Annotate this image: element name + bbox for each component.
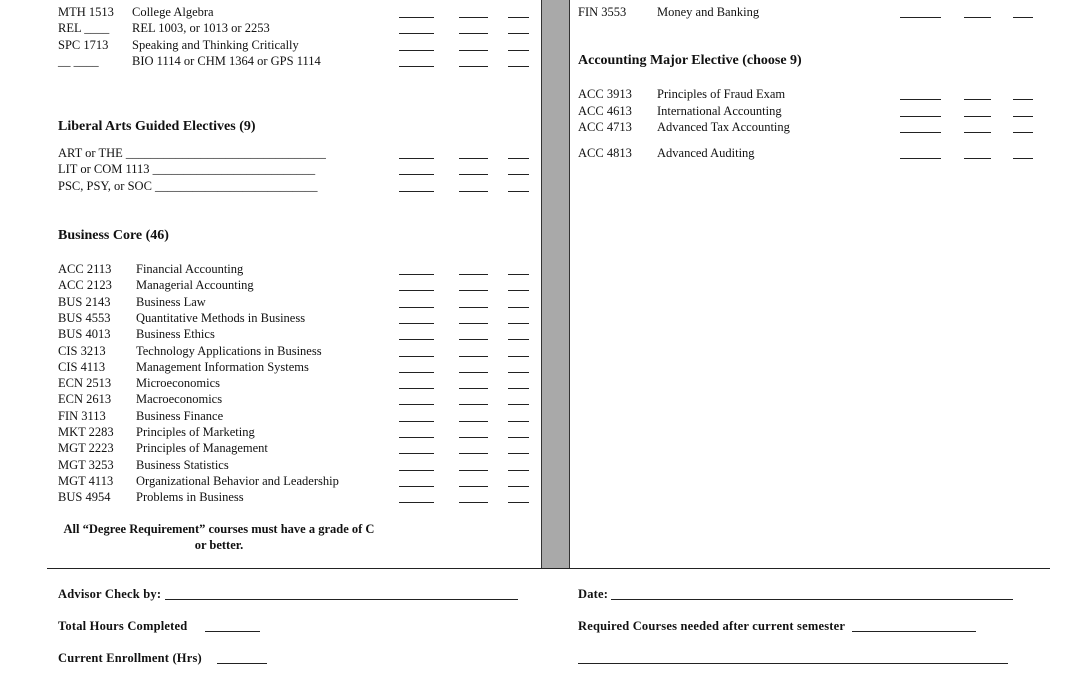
footer-separator: [47, 568, 1050, 569]
grade-blank-line[interactable]: [508, 66, 529, 67]
grade-blank-line[interactable]: [459, 388, 488, 389]
course-row: [578, 4, 759, 20]
course-code: ACC 4613: [578, 103, 632, 118]
course-code: ECN 2613: [58, 392, 112, 407]
grade-blank-line[interactable]: [399, 274, 434, 275]
course-row: [58, 359, 309, 375]
grade-blank-line[interactable]: [459, 486, 488, 487]
elective-fill-line[interactable]: ________________________________: [125, 146, 326, 160]
grade-blank-line[interactable]: [399, 17, 434, 18]
elective-option: LIT or COM 1113: [58, 162, 153, 177]
grade-blank-line[interactable]: [459, 307, 488, 308]
grade-blank-line[interactable]: [508, 50, 529, 51]
elective-row[interactable]: [58, 145, 326, 161]
grade-blank-line[interactable]: [964, 17, 991, 18]
business-core-heading: Business Core (46): [58, 228, 169, 243]
grade-blank-line[interactable]: [459, 453, 488, 454]
grade-blank-line[interactable]: [964, 116, 991, 117]
grade-blank-line[interactable]: [459, 290, 488, 291]
grade-blank-line[interactable]: [399, 453, 434, 454]
course-row: [58, 20, 270, 36]
grade-blank-line[interactable]: [459, 174, 488, 175]
course-title: Business Finance: [136, 408, 224, 423]
course-row: [58, 489, 244, 505]
grade-blank-line[interactable]: [459, 421, 488, 422]
elective-option: ART or THE: [58, 146, 126, 160]
grade-blank-line[interactable]: [508, 372, 529, 373]
grade-blank-line[interactable]: [459, 33, 488, 34]
grade-blank-line[interactable]: [459, 158, 488, 159]
course-code: ECN 2513: [58, 376, 112, 391]
grade-blank-line[interactable]: [459, 404, 488, 405]
course-title: Quantitative Methods in Business: [136, 310, 306, 325]
grade-blank-line[interactable]: [399, 372, 434, 373]
course-row: [58, 4, 214, 20]
course-row: [58, 408, 223, 424]
course-row: [578, 119, 790, 135]
total-hours-field[interactable]: [58, 619, 260, 634]
grade-requirement-note: All “Degree Requirement” courses must have a grade of C or better.: [63, 522, 375, 552]
course-code: ACC 2113: [58, 262, 112, 276]
total-hours-label: Total Hours Completed: [58, 619, 188, 633]
grade-blank-line[interactable]: [459, 356, 488, 357]
course-title: International Accounting: [657, 103, 782, 118]
course-row: [578, 86, 785, 102]
course-code: REL ____: [58, 21, 110, 36]
course-title: Technology Applications in Business: [136, 343, 322, 358]
grade-blank-line[interactable]: [399, 50, 434, 51]
grade-blank-line[interactable]: [1013, 132, 1033, 133]
grade-blank-line[interactable]: [399, 486, 434, 487]
grade-blank-line[interactable]: [508, 158, 529, 159]
course-code: BUS 2143: [58, 294, 111, 309]
grade-blank-line[interactable]: [508, 502, 529, 503]
course-title: Speaking and Thinking Critically: [132, 37, 299, 52]
grade-blank-line[interactable]: [399, 356, 434, 357]
elective-fill-line[interactable]: __________________________: [152, 162, 316, 177]
grade-blank-line[interactable]: [399, 158, 434, 159]
grade-blank-line[interactable]: [459, 323, 488, 324]
date-line[interactable]: [611, 590, 1013, 600]
course-title: Money and Banking: [657, 5, 760, 19]
grade-blank-line[interactable]: [508, 388, 529, 389]
course-title: Principles of Marketing: [136, 425, 255, 439]
grade-blank-line[interactable]: [508, 274, 529, 275]
course-code: SPC 1713: [58, 37, 109, 52]
grade-blank-line[interactable]: [399, 191, 434, 192]
grade-blank-line[interactable]: [508, 339, 529, 340]
course-code: MGT 2223: [58, 441, 114, 456]
grade-blank-line[interactable]: [399, 421, 434, 422]
course-title: Principles of Management: [136, 441, 268, 456]
grade-blank-line[interactable]: [508, 17, 529, 18]
elective-fill-line[interactable]: __________________________: [155, 178, 318, 193]
course-title: Business Ethics: [136, 327, 215, 342]
accounting-elective-heading: Accounting Major Elective (choose 9): [578, 53, 802, 68]
grade-blank-line[interactable]: [399, 437, 434, 438]
grade-blank-line[interactable]: [508, 453, 529, 454]
course-row: [58, 53, 321, 69]
grade-blank-line[interactable]: [508, 404, 529, 405]
column-divider: [542, 0, 569, 568]
course-code: MGT 3253: [58, 457, 114, 472]
grade-blank-line[interactable]: [1013, 158, 1033, 159]
elective-row[interactable]: [58, 178, 318, 194]
course-title: REL 1003, or 1013 or 2253: [132, 21, 270, 36]
course-title: Microeconomics: [136, 376, 221, 391]
course-title: BIO 1114 or CHM 1364 or GPS 1114: [132, 53, 321, 68]
date-label: Date:: [578, 587, 609, 601]
advisor-check-field[interactable]: [58, 587, 518, 602]
grade-blank-line[interactable]: [900, 132, 941, 133]
current-enrollment-field[interactable]: [58, 651, 267, 666]
grade-blank-line[interactable]: [459, 50, 488, 51]
course-code: FIN 3113: [58, 408, 106, 423]
grade-blank-line[interactable]: [459, 372, 488, 373]
course-row: [58, 457, 229, 473]
course-row: [58, 294, 206, 310]
course-code: ACC 4713: [578, 120, 632, 134]
elective-row[interactable]: [58, 161, 315, 177]
grade-blank-line[interactable]: [1013, 17, 1033, 18]
grade-blank-line[interactable]: [459, 502, 488, 503]
course-row: [58, 424, 255, 440]
grade-blank-line[interactable]: [508, 323, 529, 324]
grade-blank-line[interactable]: [399, 388, 434, 389]
course-code: MGT 4113: [58, 473, 114, 488]
grade-blank-line[interactable]: [399, 66, 434, 67]
course-title: Financial Accounting: [136, 262, 244, 276]
grade-blank-line[interactable]: [508, 174, 529, 175]
grade-blank-line[interactable]: [459, 274, 488, 275]
course-code: MKT 2283: [58, 425, 114, 439]
current-enrollment-line[interactable]: [217, 654, 267, 664]
course-code: BUS 4954: [58, 490, 111, 505]
course-row: [58, 440, 268, 456]
grade-blank-line[interactable]: [399, 307, 434, 308]
advisor-check-label: Advisor Check by:: [58, 587, 162, 601]
course-title: College Algebra: [132, 5, 214, 19]
date-field[interactable]: [578, 587, 1013, 602]
grade-blank-line[interactable]: [900, 17, 941, 18]
course-title: Principles of Fraud Exam: [657, 87, 786, 101]
required-courses-label: Required Courses needed after current semester: [578, 619, 845, 633]
course-code: ACC 2123: [58, 278, 112, 293]
course-code: BUS 4553: [58, 310, 111, 325]
grade-blank-line[interactable]: [508, 421, 529, 422]
grade-blank-line[interactable]: [508, 486, 529, 487]
course-title: Advanced Tax Accounting: [657, 120, 790, 134]
course-title: Business Statistics: [136, 457, 229, 472]
grade-blank-line[interactable]: [459, 470, 488, 471]
advisor-check-line[interactable]: [165, 590, 518, 600]
grade-blank-line[interactable]: [459, 17, 488, 18]
course-row: [58, 473, 339, 489]
course-title: Problems in Business: [136, 490, 244, 505]
course-code: ACC 3913: [578, 87, 632, 101]
grade-blank-line[interactable]: [508, 307, 529, 308]
course-code: CIS 4113: [58, 359, 106, 374]
current-enrollment-label: Current Enrollment (Hrs): [58, 651, 202, 665]
grade-blank-line[interactable]: [459, 191, 488, 192]
required-courses-field[interactable]: [578, 619, 976, 634]
grade-blank-line[interactable]: [459, 437, 488, 438]
course-row: [58, 37, 299, 53]
grade-blank-line[interactable]: [900, 158, 941, 159]
grade-blank-line[interactable]: [399, 404, 434, 405]
grade-blank-line[interactable]: [399, 290, 434, 291]
grade-blank-line[interactable]: [508, 470, 529, 471]
course-title: Organizational Behavior and Leadership: [136, 473, 339, 488]
grade-blank-line[interactable]: [508, 33, 529, 34]
grade-blank-line[interactable]: [900, 99, 941, 100]
grade-blank-line[interactable]: [508, 191, 529, 192]
course-code: ACC 4813: [578, 146, 632, 160]
grade-blank-line[interactable]: [508, 290, 529, 291]
course-title: Business Law: [136, 294, 206, 309]
course-row: [58, 326, 215, 342]
course-code: __ ____: [58, 53, 99, 68]
grade-blank-line[interactable]: [964, 132, 991, 133]
course-row: [578, 145, 755, 161]
grade-blank-line[interactable]: [399, 339, 434, 340]
extra-requirements-line[interactable]: [578, 663, 1008, 664]
course-title: Managerial Accounting: [136, 278, 254, 293]
grade-blank-line[interactable]: [508, 356, 529, 357]
course-title: Management Information Systems: [136, 359, 309, 374]
grade-blank-line[interactable]: [964, 99, 991, 100]
grade-blank-line[interactable]: [399, 470, 434, 471]
required-courses-line[interactable]: [852, 622, 976, 632]
grade-blank-line[interactable]: [459, 339, 488, 340]
course-title: Advanced Auditing: [657, 146, 755, 160]
grade-blank-line[interactable]: [399, 323, 434, 324]
course-row: [58, 375, 220, 391]
course-row: [58, 343, 322, 359]
course-row: [578, 103, 782, 119]
liberal-arts-heading: Liberal Arts Guided Electives (9): [58, 119, 256, 134]
grade-blank-line[interactable]: [900, 116, 941, 117]
elective-option: PSC, PSY, or SOC: [58, 178, 156, 193]
grade-blank-line[interactable]: [399, 174, 434, 175]
grade-blank-line[interactable]: [508, 437, 529, 438]
course-row: [58, 310, 305, 326]
course-row: [58, 261, 243, 277]
course-code: BUS 4013: [58, 327, 111, 342]
grade-blank-line[interactable]: [964, 158, 991, 159]
course-code: CIS 3213: [58, 343, 106, 358]
grade-blank-line[interactable]: [399, 33, 434, 34]
total-hours-line[interactable]: [205, 622, 260, 632]
grade-blank-line[interactable]: [1013, 99, 1033, 100]
course-title: Macroeconomics: [136, 392, 223, 407]
course-row: [58, 277, 254, 293]
grade-blank-line[interactable]: [399, 502, 434, 503]
course-code: FIN 3553: [578, 5, 627, 19]
course-code: MTH 1513: [58, 5, 114, 19]
course-row: [58, 391, 222, 407]
grade-blank-line[interactable]: [459, 66, 488, 67]
grade-blank-line[interactable]: [1013, 116, 1033, 117]
